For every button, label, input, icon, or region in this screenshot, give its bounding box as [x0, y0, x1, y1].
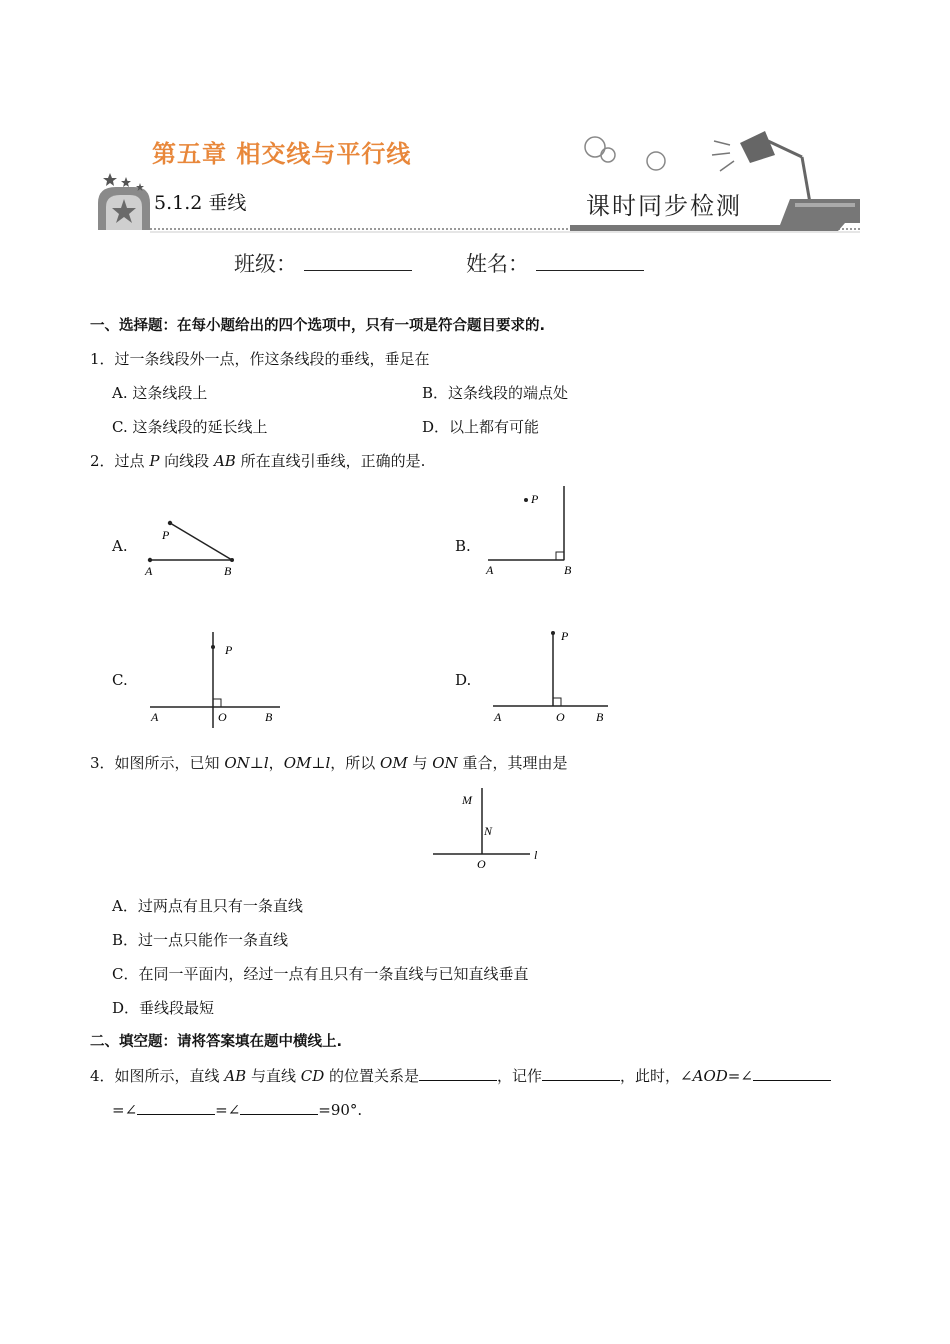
q3-figure: [428, 786, 548, 872]
q2c-label-a: A: [151, 710, 159, 724]
section-title: 5.1.2 垂线: [154, 192, 247, 214]
q2c-label-o: O: [218, 710, 227, 724]
name-field: [466, 248, 644, 278]
bubble-icons: [585, 137, 665, 170]
q2-option-a[interactable]: A.: [112, 537, 128, 555]
q3-option-a[interactable]: A．过两点有且只有一条直线: [112, 897, 303, 915]
q4-line1: 4．如图所示，直线 AB 与直线 CD 的位置关系是 ，记作 ，此时，∠AOD=∠: [90, 1066, 831, 1086]
q1-option-a[interactable]: A. 这条线段上: [112, 384, 208, 402]
q2b-label-p: P: [531, 492, 539, 506]
q3-option-c[interactable]: C．在同一平面内，经过一点有且只有一条直线与已知直线垂直: [112, 965, 529, 983]
part2-heading: 二、填空题：请将答案填在题中横线上.: [90, 1034, 343, 1050]
q2-option-b[interactable]: B.: [455, 537, 471, 555]
part1-heading: 一、选择题：在每小题给出的四个选项中，只有一项是符合题目要求的.: [90, 318, 546, 334]
q4-blank-relation[interactable]: [419, 1066, 497, 1081]
q3-label-o: O: [477, 857, 486, 871]
q2a-label-b: B: [224, 564, 232, 578]
class-label: 班级：: [234, 252, 297, 276]
q3-option-d[interactable]: D．垂线段最短: [112, 999, 215, 1017]
q2d-label-b: B: [596, 710, 604, 724]
q2a-label-p: P: [162, 528, 170, 542]
q2d-label-o: O: [556, 710, 565, 724]
q2c-label-p: P: [225, 643, 233, 657]
q2c-label-b: B: [265, 710, 273, 724]
q1-option-b[interactable]: B．这条线段的端点处: [422, 384, 569, 402]
name-blank[interactable]: [536, 252, 644, 271]
q2-option-c[interactable]: C.: [112, 671, 128, 689]
worksheet-badge: 课时同步检测: [580, 186, 748, 221]
q1-option-d[interactable]: D．以上都有可能: [422, 418, 540, 436]
q2-figure-c: [145, 630, 285, 728]
q4-blank-angle1[interactable]: [753, 1066, 831, 1081]
name-label: 姓名：: [466, 252, 529, 276]
q4-line2: =∠ =∠ =90°.: [112, 1101, 363, 1119]
q3-stem: 3．如图所示，已知 ON⊥l，OM⊥l，所以 OM 与 ON 重合，其理由是: [90, 754, 568, 772]
q2b-label-b: B: [564, 563, 572, 577]
q2d-label-a: A: [494, 710, 502, 724]
q2-option-d[interactable]: D.: [455, 671, 472, 689]
q1-option-c[interactable]: C. 这条线段的延长线上: [112, 418, 268, 436]
q1-stem: 1．过一条线段外一点，作这条线段的垂线，垂足在: [90, 350, 430, 368]
class-blank[interactable]: [304, 252, 412, 271]
q2-figure-a: [140, 512, 250, 582]
q4-blank-angle3[interactable]: [240, 1100, 318, 1115]
q2a-label-a: A: [145, 564, 153, 578]
q3-label-l: l: [534, 848, 538, 862]
q2-figure-d: [488, 624, 613, 724]
q2-stem: 2．过点 P 向线段 AB 所在直线引垂线，正确的是.: [90, 452, 426, 470]
q3-label-m: M: [462, 793, 472, 807]
q3-option-b[interactable]: B．过一点只能作一条直线: [112, 931, 289, 949]
star-badge-icon: [98, 173, 150, 230]
q2b-label-a: A: [486, 563, 494, 577]
q4-blank-angle2[interactable]: [137, 1100, 215, 1115]
q3-label-n: N: [484, 824, 493, 838]
q4-blank-notation[interactable]: [542, 1066, 620, 1081]
q2d-label-p: P: [561, 629, 569, 643]
class-field: [234, 248, 412, 278]
chapter-title: 第五章 相交线与平行线: [152, 140, 412, 168]
q2-figure-b: [480, 484, 590, 579]
